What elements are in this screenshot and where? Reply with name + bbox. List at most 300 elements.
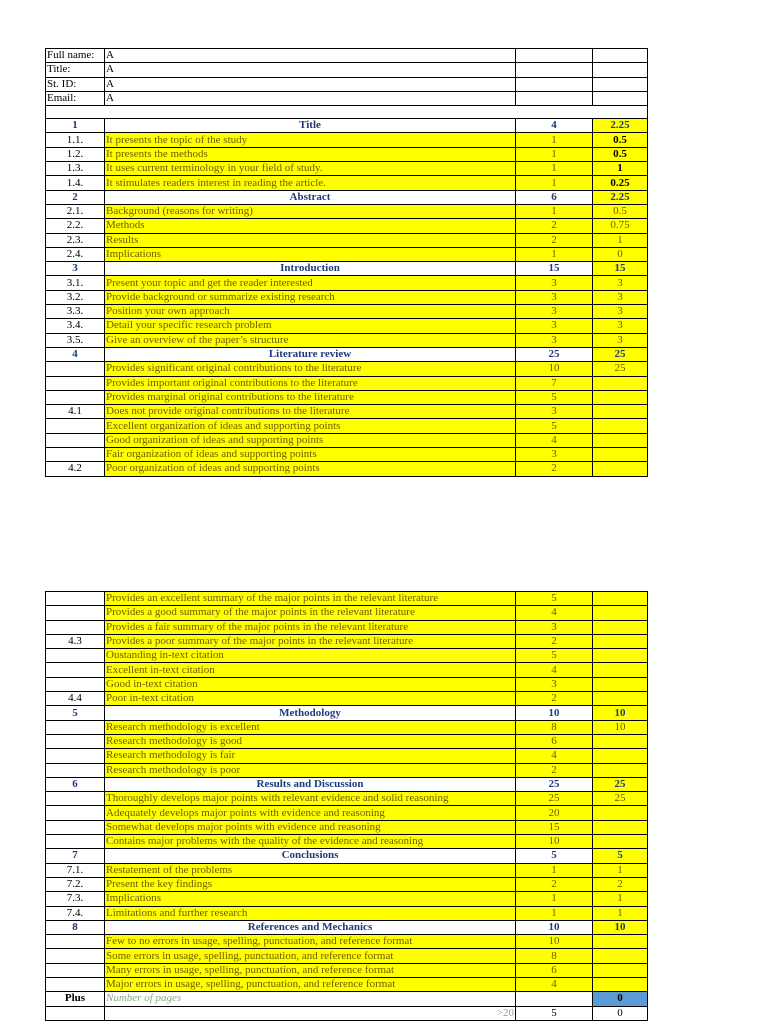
section-title: Conclusions [105,849,516,863]
criterion-score[interactable]: 1 [593,162,648,176]
criterion-max: 3 [516,276,593,290]
criterion-row [46,247,648,261]
pages-threshold: >20 [105,1006,516,1020]
criterion-max: 1 [516,906,593,920]
info-empty-cell [593,49,648,63]
info-label: Title: [46,63,105,77]
criterion-row [46,692,648,706]
criterion-text: Results [105,233,516,247]
criterion-score[interactable]: 1 [593,863,648,877]
plus-row [46,992,648,1006]
criterion-row [46,276,648,290]
criterion-row [46,592,648,606]
criterion-number [46,448,105,462]
criterion-number [46,978,105,992]
section-score[interactable]: 25 [593,777,648,791]
criterion-max: 3 [516,677,593,691]
section-number: 1 [46,119,105,133]
criterion-number: 3.5. [46,333,105,347]
criterion-score[interactable] [593,806,648,820]
section-max: 25 [516,777,593,791]
criterion-score[interactable] [593,433,648,447]
criterion-score[interactable]: 10 [593,720,648,734]
section-row [46,262,648,276]
criterion-text: Provides a good summary of the major points in the relevant literature [105,606,516,620]
criterion-text: Provides marginal original contributions to the literature [105,390,516,404]
criterion-row [46,663,648,677]
criterion-max: 1 [516,147,593,161]
criterion-score[interactable] [593,649,648,663]
info-label: St. ID: [46,77,105,91]
criterion-text: Thoroughly develops major points with relevant evidence and solid reasoning [105,792,516,806]
criterion-number [46,806,105,820]
criterion-score[interactable]: 0 [593,247,648,261]
criterion-max: 3 [516,305,593,319]
criterion-text: Fair organization of ideas and supporting points [105,448,516,462]
criterion-text: Provides an excellent summary of the major points in the relevant literature [105,592,516,606]
criterion-text: Present your topic and get the reader interested [105,276,516,290]
info-value[interactable]: A [105,91,516,105]
criterion-max: 3 [516,319,593,333]
section-title: Abstract [105,190,516,204]
criterion-row [46,906,648,920]
criterion-score[interactable]: 1 [593,906,648,920]
section-max: 25 [516,347,593,361]
criterion-row [46,620,648,634]
criterion-score[interactable] [593,949,648,963]
criterion-max: 10 [516,835,593,849]
criterion-score[interactable] [593,835,648,849]
criterion-score[interactable]: 0.5 [593,204,648,218]
criterion-score[interactable] [593,606,648,620]
criterion-number [46,390,105,404]
criterion-text: Provides a poor summary of the major points in the relevant literature [105,634,516,648]
criterion-row [46,305,648,319]
criterion-row [46,734,648,748]
criterion-max: 1 [516,247,593,261]
criterion-number: 1.4. [46,176,105,190]
section-title: Results and Discussion [105,777,516,791]
info-label: Full name: [46,49,105,63]
plus-section [46,992,648,1021]
criterion-row [46,390,648,404]
criterion-max: 8 [516,720,593,734]
criterion-max: 1 [516,204,593,218]
criterion-number [46,835,105,849]
criterion-row [46,147,648,161]
criterion-number [46,362,105,376]
criterion-score[interactable] [593,462,648,476]
section-row [46,347,648,361]
criterion-text: Position your own approach [105,305,516,319]
criterion-text: Research methodology is excellent [105,720,516,734]
criterion-max: 7 [516,376,593,390]
criterion-max: 1 [516,863,593,877]
criterion-number: 3.4. [46,319,105,333]
criterion-max: 5 [516,592,593,606]
criterion-score[interactable]: 25 [593,792,648,806]
criterion-text: Provides important original contributions to the literature [105,376,516,390]
criterion-number [46,433,105,447]
criterion-max: 2 [516,877,593,891]
section-max: 15 [516,262,593,276]
plus-detail-row [46,1006,648,1020]
section-score[interactable]: 2.25 [593,190,648,204]
criterion-max: 3 [516,448,593,462]
criterion-number: 1.2. [46,147,105,161]
criterion-row [46,290,648,304]
section-row [46,119,648,133]
criterion-text: Contains major problems with the quality of the evidence and reasoning [105,835,516,849]
criterion-row [46,176,648,190]
section-max: 4 [516,119,593,133]
top-rows [46,119,648,476]
criterion-text: Implications [105,892,516,906]
criterion-number: 2.4. [46,247,105,261]
criterion-row [46,376,648,390]
criterion-number [46,620,105,634]
section-score[interactable]: 5 [593,849,648,863]
criterion-row [46,835,648,849]
criterion-text: Present the key findings [105,877,516,891]
section-number: 7 [46,849,105,863]
criterion-row [46,233,648,247]
criterion-score[interactable]: 2 [593,877,648,891]
section-title: Introduction [105,262,516,276]
criterion-max: 10 [516,362,593,376]
criterion-row [46,649,648,663]
criterion-number [46,935,105,949]
criterion-text: Provides significant original contributions to the literature [105,362,516,376]
plus-value: 0 [593,1006,648,1020]
criterion-max: 2 [516,692,593,706]
criterion-number: 2.1. [46,204,105,218]
criterion-text: Does not provide original contributions to the literature [105,405,516,419]
criterion-score[interactable] [593,763,648,777]
criterion-row [46,877,648,891]
criterion-row [46,935,648,949]
criterion-max: 4 [516,978,593,992]
criterion-text: Research methodology is good [105,734,516,748]
criterion-text: Adequately develops major points with evidence and reasoning [105,806,516,820]
criterion-number [46,792,105,806]
criterion-row [46,978,648,992]
pages-input-placeholder[interactable]: Number of pages [105,992,516,1006]
criterion-max: 1 [516,162,593,176]
info-value[interactable]: A [105,49,516,63]
criterion-score[interactable] [593,405,648,419]
criterion-text: It presents the topic of the study [105,133,516,147]
criterion-max: 6 [516,734,593,748]
criterion-score[interactable] [593,592,648,606]
criterion-max: 20 [516,806,593,820]
criterion-row [46,333,648,347]
info-section [46,49,648,106]
criterion-number: 4.1 [46,405,105,419]
criterion-score[interactable]: 3 [593,319,648,333]
criterion-row [46,792,648,806]
criterion-number: 3.1. [46,276,105,290]
criterion-max: 15 [516,820,593,834]
section-score[interactable]: 2.25 [593,119,648,133]
section-row [46,706,648,720]
criterion-score[interactable]: 3 [593,276,648,290]
criterion-score[interactable] [593,620,648,634]
criterion-row [46,863,648,877]
section-score[interactable]: 25 [593,347,648,361]
criterion-max: 2 [516,634,593,648]
info-value[interactable]: A [105,77,516,91]
bottom-rows [46,592,648,992]
criterion-text: Poor organization of ideas and supporting points [105,462,516,476]
section-row [46,920,648,934]
criterion-max: 4 [516,749,593,763]
info-row [46,91,648,105]
criterion-text: Background (reasons for writing) [105,204,516,218]
criterion-number [46,763,105,777]
criterion-text: It uses current terminology in your field of study. [105,162,516,176]
criterion-text: Major errors in usage, spelling, punctuation, and reference format [105,978,516,992]
criterion-score[interactable] [593,734,648,748]
criterion-max: 25 [516,792,593,806]
criterion-text: Detail your specific research problem [105,319,516,333]
criterion-text: Research methodology is fair [105,749,516,763]
section-number: 3 [46,262,105,276]
criterion-row [46,634,648,648]
info-empty-cell [593,91,648,105]
criterion-row [46,448,648,462]
section-title: Methodology [105,706,516,720]
criterion-score[interactable] [593,692,648,706]
section-number: 8 [46,920,105,934]
criterion-text: It presents the methods [105,147,516,161]
criterion-number [46,677,105,691]
section-max: 5 [516,849,593,863]
criterion-score[interactable] [593,677,648,691]
criterion-number: 2.2. [46,219,105,233]
criterion-max: 3 [516,620,593,634]
criterion-max: 6 [516,963,593,977]
section-row [46,849,648,863]
info-value[interactable]: A [105,63,516,77]
criterion-max: 4 [516,433,593,447]
criterion-text: Some errors in usage, spelling, punctuation, and reference format [105,949,516,963]
criterion-score[interactable] [593,448,648,462]
criterion-max: 1 [516,892,593,906]
info-row [46,49,648,63]
criterion-text: Provides a fair summary of the major points in the relevant literature [105,620,516,634]
section-score[interactable]: 10 [593,706,648,720]
criterion-score[interactable]: 0.5 [593,147,648,161]
criterion-max: 8 [516,949,593,963]
criterion-max: 4 [516,606,593,620]
criterion-score[interactable] [593,749,648,763]
criterion-score[interactable]: 0.5 [593,133,648,147]
criterion-text: Excellent organization of ideas and supporting points [105,419,516,433]
spacer-row [46,106,648,119]
criterion-number: 1.3. [46,162,105,176]
criterion-score[interactable] [593,376,648,390]
info-row [46,63,648,77]
criterion-number [46,606,105,620]
criterion-max: 4 [516,663,593,677]
section-max: 10 [516,706,593,720]
criterion-max: 2 [516,219,593,233]
criterion-row [46,462,648,476]
criterion-max: 5 [516,649,593,663]
criterion-row [46,892,648,906]
criterion-text: Limitations and further research [105,906,516,920]
info-empty-cell [516,91,593,105]
info-empty-cell [593,63,648,77]
criterion-score[interactable] [593,978,648,992]
criterion-max: 3 [516,405,593,419]
info-empty-cell [516,63,593,77]
criterion-score[interactable] [593,963,648,977]
section-title: References and Mechanics [105,920,516,934]
criterion-number: 7.1. [46,863,105,877]
criterion-score[interactable]: 3 [593,333,648,347]
criterion-max: 3 [516,333,593,347]
section-score[interactable]: 10 [593,920,648,934]
section-title: Title [105,119,516,133]
criterion-max: 5 [516,419,593,433]
criterion-text: Excellent in-text citation [105,663,516,677]
section-score[interactable]: 15 [593,262,648,276]
criterion-text: Implications [105,247,516,261]
criterion-row [46,319,648,333]
criterion-max: 2 [516,233,593,247]
criterion-row [46,362,648,376]
section-number: 4 [46,347,105,361]
criterion-number [46,963,105,977]
section-number: 6 [46,777,105,791]
criterion-score[interactable] [593,663,648,677]
criterion-number [46,592,105,606]
criterion-number: 3.2. [46,290,105,304]
criterion-row [46,419,648,433]
criterion-number: 7.2. [46,877,105,891]
criterion-text: Research methodology is poor [105,763,516,777]
criterion-number [46,820,105,834]
criterion-row [46,763,648,777]
criterion-max: 10 [516,935,593,949]
criterion-score[interactable] [593,390,648,404]
criterion-text: Good organization of ideas and supporting points [105,433,516,447]
criterion-row [46,949,648,963]
criterion-text: Provide background or summarize existing research [105,290,516,304]
criterion-number: 7.4. [46,906,105,920]
criterion-row [46,963,648,977]
bottom-rubric-table [45,591,648,1021]
criterion-number [46,720,105,734]
criterion-number [46,949,105,963]
criterion-number: 4.4 [46,692,105,706]
criterion-score[interactable]: 0.25 [593,176,648,190]
criterion-row [46,133,648,147]
criterion-number: 4.2 [46,462,105,476]
criterion-number: 4.3 [46,634,105,648]
section-max: 10 [516,920,593,934]
criterion-max: 1 [516,133,593,147]
criterion-number [46,663,105,677]
info-empty-cell [593,77,648,91]
criterion-number: 1.1. [46,133,105,147]
criterion-text: Oustanding in-text citation [105,649,516,663]
section-number: 2 [46,190,105,204]
criterion-number [46,734,105,748]
criterion-score[interactable] [593,419,648,433]
section-row [46,190,648,204]
criterion-row [46,820,648,834]
criterion-row [46,204,648,218]
criterion-number [46,649,105,663]
section-number: 5 [46,706,105,720]
criterion-max: 2 [516,763,593,777]
criterion-score[interactable]: 1 [593,233,648,247]
section-title: Literature review [105,347,516,361]
criterion-score[interactable]: 0.75 [593,219,648,233]
criterion-row [46,405,648,419]
criterion-number [46,419,105,433]
criterion-number: 3.3. [46,305,105,319]
section-row [46,777,648,791]
criterion-text: Somewhat develops major points with evidence and reasoning [105,820,516,834]
criterion-score[interactable] [593,820,648,834]
criterion-text: Poor in-text citation [105,692,516,706]
info-row [46,77,648,91]
plus-max: 5 [516,1006,593,1020]
criterion-row [46,162,648,176]
criterion-number [46,749,105,763]
criterion-number [46,376,105,390]
criterion-score[interactable]: 25 [593,362,648,376]
criterion-number: 7.3. [46,892,105,906]
criterion-row [46,806,648,820]
criterion-max: 2 [516,462,593,476]
criterion-row [46,749,648,763]
criterion-max: 3 [516,290,593,304]
criterion-text: Many errors in usage, spelling, punctuation, and reference format [105,963,516,977]
criterion-score[interactable]: 3 [593,290,648,304]
criterion-row [46,219,648,233]
criterion-score[interactable] [593,634,648,648]
criterion-max: 1 [516,176,593,190]
criterion-text: Few to no errors in usage, spelling, punctuation, and reference format [105,935,516,949]
criterion-score[interactable]: 3 [593,305,648,319]
criterion-text: Methods [105,219,516,233]
info-label: Email: [46,91,105,105]
info-empty-cell [516,49,593,63]
criterion-score[interactable] [593,935,648,949]
criterion-score[interactable]: 1 [593,892,648,906]
criterion-text: Good in-text citation [105,677,516,691]
criterion-number: 2.3. [46,233,105,247]
top-rubric-table [45,48,648,477]
criterion-row [46,720,648,734]
criterion-text: Restatement of the problems [105,863,516,877]
criterion-row [46,433,648,447]
plus-max-empty [516,992,593,1006]
criterion-row [46,606,648,620]
criterion-row [46,677,648,691]
criterion-text: It stimulates readers interest in reading the article. [105,176,516,190]
criterion-max: 5 [516,390,593,404]
plus-score[interactable]: 0 [593,992,648,1006]
section-max: 6 [516,190,593,204]
criterion-text: Give an overview of the paper’s structure [105,333,516,347]
info-empty-cell [516,77,593,91]
